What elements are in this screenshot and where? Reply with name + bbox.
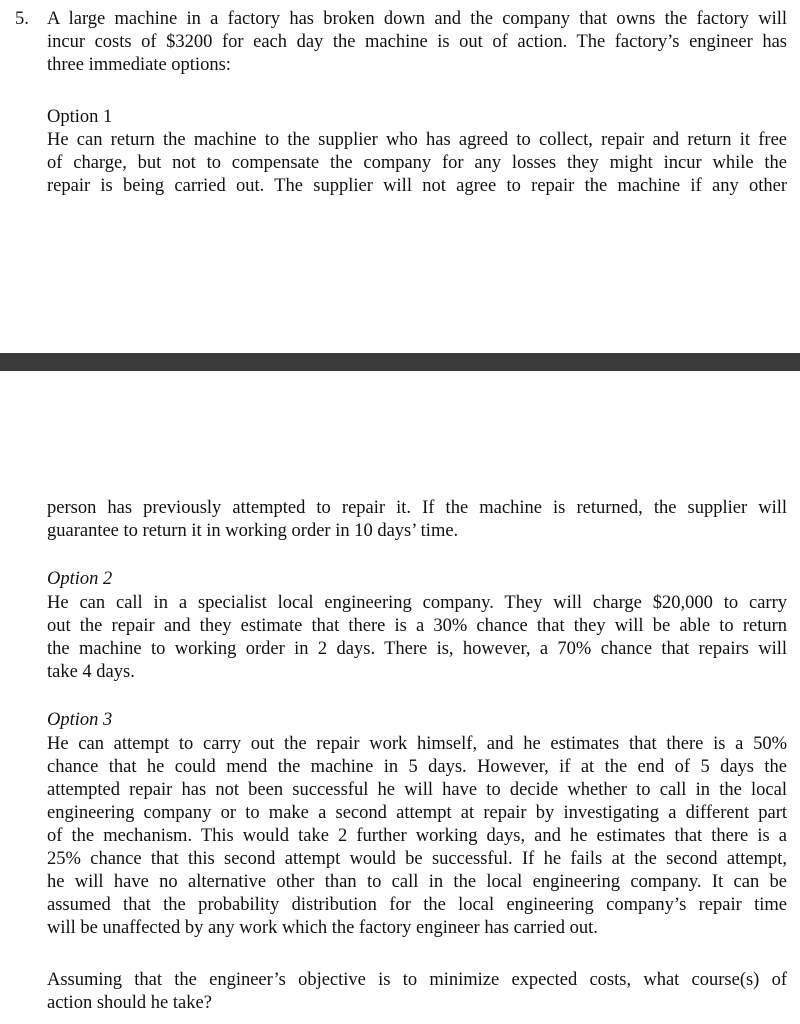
option3-heading: Option 3 [47,710,113,730]
question-intro [47,8,787,77]
option2-line: He can call in a specialist local engineering company. They will charge $20,000 to carry [47,593,787,613]
question-conclusion [47,969,787,1015]
option2-line: the machine to working order in 2 days. There is, however, a 70% chance that repairs will [47,639,787,659]
option1-heading: Option 1 [47,107,113,127]
option3-line: of the mechanism. This would take 2 further working days, and he estimates that there is a [47,826,787,846]
intro-line: A large machine in a factory has broken down and the company that owns the factory will [47,9,787,29]
option3-line: assumed that the probability distribution for the local engineering company’s repair time [47,895,787,915]
question-number: 5. [15,9,29,29]
option2-line: out the repair and they estimate that there is a 30% chance that they will be able to return [47,616,787,636]
intro-line: incur costs of $3200 for each day the machine is out of action. The factory’s engineer has [47,32,787,52]
option2-heading: Option 2 [47,569,113,589]
option1-text-part2 [47,497,787,543]
option3-line: attempted repair has not been successful he will have to decide whether to call in the local [47,780,787,800]
option1-line: of charge, but not to compensate the company for any losses they might incur while the [47,153,787,173]
option3-line: will be unaffected by any work which the factory engineer has carried out. [47,918,598,938]
option3-line: 25% chance that this second attempt would be successful. If he fails at the second attempt, [47,849,787,869]
option2-line: take 4 days. [47,662,135,682]
option1-line: He can return the machine to the supplier who has agreed to collect, repair and return it free [47,130,787,150]
option1-line: repair is being carried out. The supplier will not agree to repair the machine if any other [47,176,787,196]
option1-text-part1 [47,129,787,198]
option3-line: he will have no alternative other than to call in the local engineering company. It can be [47,872,787,892]
option3-line: chance that he could mend the machine in 5 days. However, if at the end of 5 days the [47,757,787,777]
option3-line: engineering company or to make a second attempt at repair by investigating a different part [47,803,787,823]
option2-text [47,592,787,684]
option1-line: guarantee to return it in working order in 10 days’ time. [47,521,459,541]
option3-text [47,733,787,940]
intro-line: three immediate options: [47,55,231,75]
conclusion-line: Assuming that the engineer’s objective is to minimize expected costs, what course(s) of [47,970,787,990]
conclusion-line: action should he take? [47,993,212,1013]
option1-line: person has previously attempted to repair it. If the machine is returned, the supplier will [47,498,787,518]
page-break-divider [0,353,800,371]
option3-line: He can attempt to carry out the repair work himself, and he estimates that there is a 50% [47,734,787,754]
